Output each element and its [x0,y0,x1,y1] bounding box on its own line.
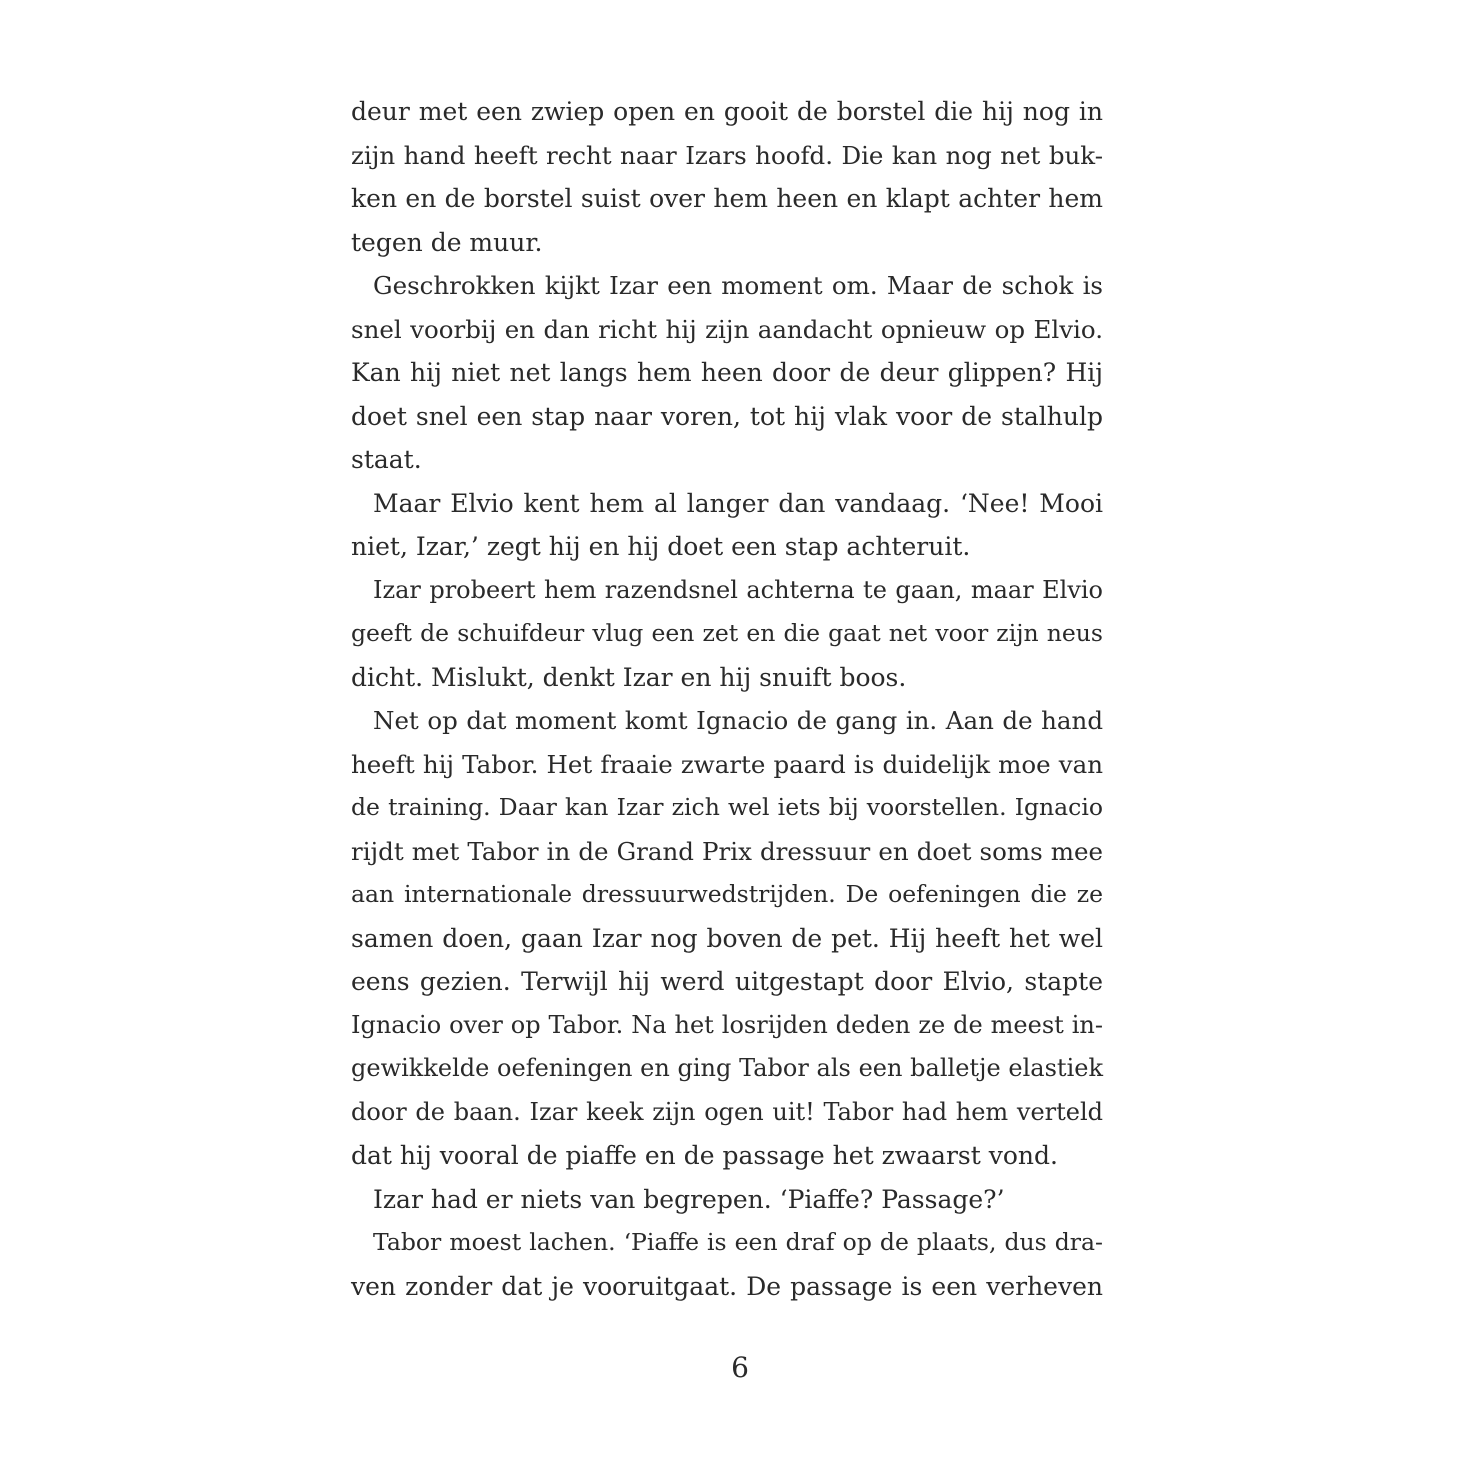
text-line: Geschrokken kijkt Izar een moment om. Maar de schok is [373,271,1103,300]
text-line: rijdt met Tabor in de Grand Prix dressuur en doet soms mee [351,836,1103,866]
text-line: doet snel een stap naar voren, tot hij vlak voor de stalhulp [351,401,1103,431]
text-line: dicht. Mislukt, denkt Izar en hij snuift boos. [351,662,907,692]
text-line: gewikkelde oefeningen en ging Tabor als een balletje elastiek [351,1054,1103,1082]
text-line: de training. Daar kan Izar zich wel iets bij voorstellen. Ignacio [351,793,1103,821]
text-line: Ignacio over op Tabor. Na het losrijden deden ze de meest in- [351,1010,1103,1039]
text-line: heeft hij Tabor. Het fraaie zwarte paard is duidelijk moe van [351,749,1103,779]
text-line: zijn hand heeft recht naar Izars hoofd. Die kan nog net buk- [351,140,1103,170]
text-line: eens gezien. Terwijl hij werd uitgestapt door Elvio, stapte [351,967,1103,996]
text-line: Net op dat moment komt Ignacio de gang in. Aan de hand [373,706,1103,735]
text-line: Izar probeert hem razendsnel achterna te gaan, maar Elvio [373,575,1103,604]
text-line: Kan hij niet net langs hem heen door de deur glippen? Hij [351,358,1103,387]
text-line: dat hij vooral de piaffe en de passage het zwaarst vond. [351,1141,1058,1170]
text-line: tegen de muur. [351,227,543,257]
text-line: ven zonder dat je vooruitgaat. De passage is een verheven [351,1271,1103,1301]
text-line: ken en de borstel suist over hem heen en klapt achter hem [351,184,1103,213]
text-line: Izar had er niets van begrepen. ‘Piaffe? Passage?’ [373,1184,1005,1214]
body-text [351,90,1103,1308]
text-line: deur met een zwiep open en gooit de borstel die hij nog in [351,97,1103,126]
page-number: 6 [731,1351,749,1384]
text-line: Maar Elvio kent hem al langer dan vandaag. ‘Nee! Mooi [373,488,1103,518]
text-line: samen doen, gaan Izar nog boven de pet. Hij heeft het wel [351,923,1103,953]
text-line: staat. [351,445,422,474]
text-line: snel voorbij en dan richt hij zijn aandacht opnieuw op Elvio. [351,314,1103,344]
text-line: niet, Izar,’ zegt hij en hij doet een stap achteruit. [351,532,971,561]
text-line: aan internationale dressuurwedstrijden. De oefeningen die ze [351,880,1103,908]
text-line: Tabor moest lachen. ‘Piaffe is een draf op de plaats, dus dra- [373,1228,1103,1256]
text-line: geeft de schuifdeur vlug een zet en die gaat net voor zijn neus [351,619,1103,647]
text-line: door de baan. Izar keek zijn ogen uit! Tabor had hem verteld [351,1097,1103,1126]
